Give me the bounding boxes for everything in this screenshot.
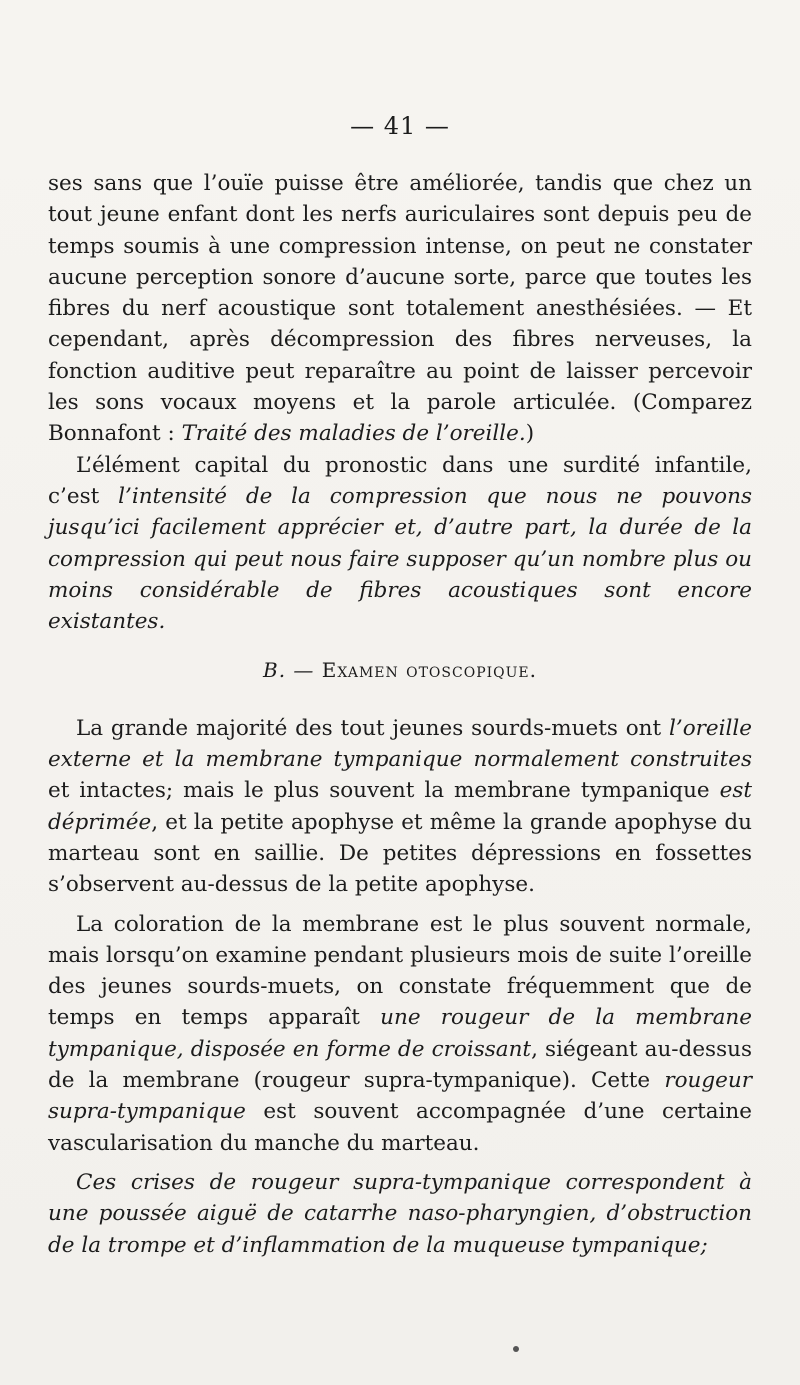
section-heading-title: Examen otoscopique. xyxy=(321,658,537,683)
ink-speck xyxy=(513,1346,519,1352)
page-body xyxy=(48,168,752,1261)
paragraph-3 xyxy=(48,713,752,901)
paragraph-1 xyxy=(48,168,752,450)
paragraph-4-text: La coloration de la membrane est le plus souvent normale, mais lorsqu’on examine pendant plusieurs mois de suite l’oreille des jeunes sourds-muets, on constate fréquemment que de temps en temps apparaît xyxy=(48,911,752,1031)
paragraph-2-text: L’élément capital du pronostic dans une surdité infantile, c’est xyxy=(48,452,752,509)
paragraph-2-emphasis: l’intensité de la compression que nous ne pouvons jusqu’ici facilement apprécier et, d’autre part, la durée de la compression qui peut nous faire supposer qu’un nombre plus ou moins considérable de fibres acoustiques sont encore existantes. xyxy=(48,483,752,635)
paragraph-5-emphasis: Ces crises de rougeur supra-tympanique correspondent à une poussée aiguë de catarrhe naso-pharyngien, d’obstruction de la trompe et d’inflammation de la muqueuse tympanique; xyxy=(48,1169,752,1258)
paragraph-4-end: est souvent accompagnée d’une certaine vascularisation du manche du marteau. xyxy=(48,1099,752,1156)
paragraph-5 xyxy=(48,1167,752,1261)
paragraph-3-emphasis-1: l’oreille externe et la membrane tympanique normalement construites xyxy=(48,715,752,773)
paragraph-3-text: La grande majorité des tout jeunes sourds-muets ont xyxy=(76,715,669,741)
paragraph-4-middle: , siégeant au-dessus de la membrane (rougeur supra-tympanique). Cette xyxy=(48,1036,752,1094)
page-number: — 41 — xyxy=(350,112,450,140)
section-heading xyxy=(48,655,752,686)
paragraph-1-citation: Traité des maladies de l’oreille. xyxy=(181,421,526,447)
paragraph-3-middle: et intactes; mais le plus souvent la membrane tympanique xyxy=(48,778,720,804)
paragraph-4 xyxy=(48,909,752,1159)
section-heading-letter: B. — xyxy=(263,658,322,683)
paragraph-3-end: , et la petite apophyse et même la grande apophyse du marteau sont en saillie. De petites dépressions en fossettes s’observent au-dessus de la petite apophyse. xyxy=(48,809,752,898)
paragraph-4-emphasis-2: rougeur supra-tympanique xyxy=(48,1068,752,1125)
paragraph-2 xyxy=(48,450,752,638)
paragraph-1-text: ses sans que l’ouïe puisse être améliorée, tandis que chez un tout jeune enfant dont les nerfs auriculaires sont depuis peu de temps soumis à une compression intense, on peut ne constater aucune perception sonore d’aucune sorte, parce que toutes les fibres du nerf acoustique sont totalement anesthésiées. — Et cependant, après décompression des fibres nerveuses, la fonction auditive peut reparaître au point de laisser percevoir les sons vocaux moyens et la parole articulée. (Comparez Bonnafont : xyxy=(48,171,752,447)
paragraph-4-emphasis-1: une rougeur de la membrane tympanique, disposée en forme de croissant xyxy=(48,1005,753,1062)
paragraph-3-emphasis-2: est déprimée xyxy=(48,778,752,835)
paragraph-1-close: ) xyxy=(525,421,535,447)
